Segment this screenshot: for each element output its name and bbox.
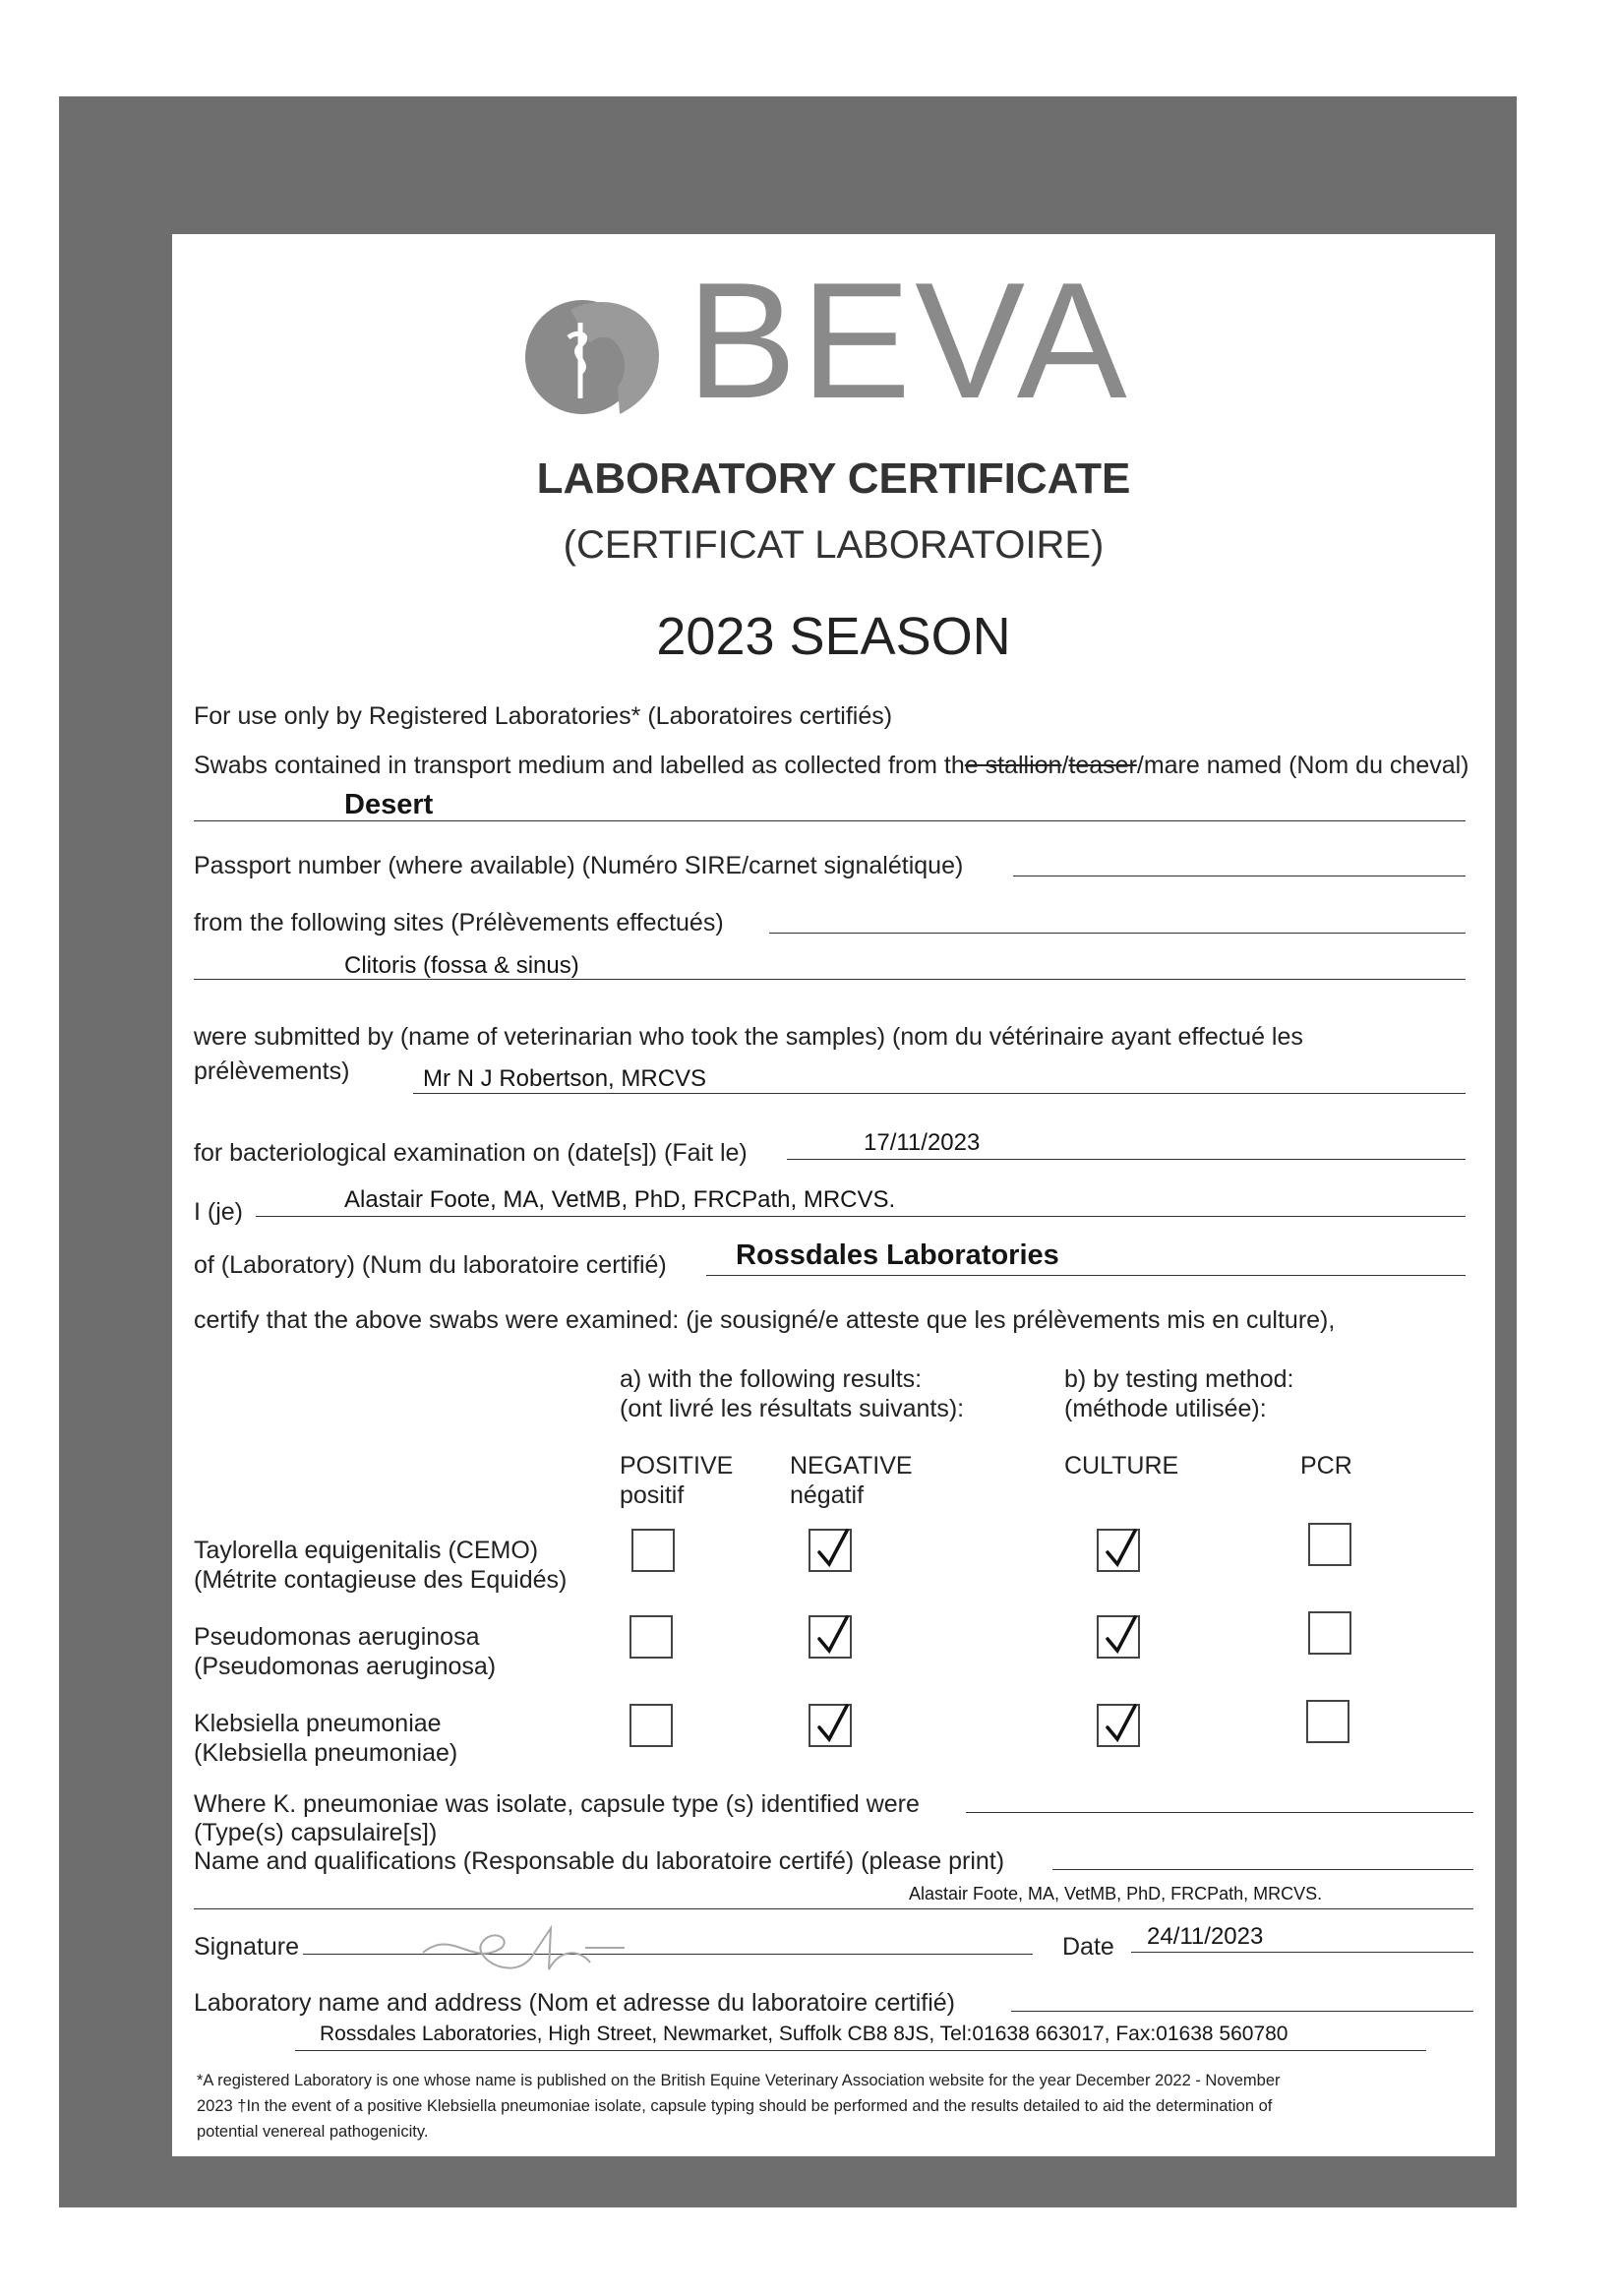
examiner-line [256, 1216, 1466, 1217]
passport-label: Passport number (where available) (Numéro SIRE/carnet signalétique) [194, 852, 964, 879]
season-heading: 2023 SEASON [656, 607, 1011, 666]
check-icon [813, 1527, 853, 1572]
name-quals-line-2 [194, 1908, 1473, 1909]
lab-address-line-2 [295, 2050, 1426, 2051]
checkbox-pcr[interactable] [1308, 1611, 1351, 1655]
col-pcr: PCR [1300, 1452, 1352, 1480]
veterinarian-line [413, 1093, 1466, 1094]
results-header-b-2: (méthode utilisée): [1064, 1395, 1267, 1422]
name-quals-label: Name and qualifications (Responsable du laboratoire certifé) (please print) [194, 1847, 1005, 1875]
exam-date-line [787, 1159, 1466, 1160]
checkbox-culture[interactable] [1097, 1529, 1140, 1572]
lab-address-value[interactable]: Rossdales Laboratories, High Street, Newmarket, Suffolk CB8 8JS, Tel:01638 663017, Fax:01638 560780 [320, 2023, 1288, 2045]
intro-text: For use only by Registered Laboratories* (Laboratoires certifiés) [194, 702, 893, 730]
result-row-3-name: Klebsiella pneumoniae [194, 1710, 442, 1737]
name-quals-value[interactable]: Alastair Foote, MA, VetMB, PhD, FRCPath, MRCVS. [909, 1884, 1323, 1903]
sites-line-2 [194, 979, 1466, 980]
sites-value[interactable]: Clitoris (fossa & sinus) [344, 952, 579, 979]
date-value[interactable]: 24/11/2023 [1147, 1923, 1264, 1950]
col-positive: POSITIVE [620, 1452, 734, 1480]
col-negative: NEGATIVE [790, 1452, 913, 1480]
checkbox-negative[interactable] [809, 1615, 852, 1659]
check-icon [1102, 1527, 1141, 1572]
swabs-label-slash: / [1061, 752, 1069, 779]
footnote-line-2: 2023 †In the event of a positive Klebsiella pneumoniae isolate, capsule typing should be performed and the results detailed to aid the determination of [197, 2097, 1273, 2115]
sites-label: from the following sites (Prélèvements effectués) [194, 909, 724, 937]
capsule-label-1: Where K. pneumoniae was isolate, capsule type (s) identified were [194, 1790, 920, 1818]
col-positive-fr: positif [620, 1481, 685, 1509]
lab-address-label: Laboratory name and address (Nom et adresse du laboratoire certifié) [194, 1989, 956, 2017]
swabs-label-strike-stallion: e stallion [964, 752, 1062, 779]
capsule-line [966, 1812, 1473, 1813]
sites-line-1 [769, 933, 1466, 934]
swabs-label-post: /mare named (Nom du cheval) [1136, 752, 1469, 779]
name-quals-line-1 [1052, 1869, 1473, 1870]
swabs-label [194, 752, 1469, 780]
date-line [1131, 1952, 1473, 1953]
horse-head-icon [521, 278, 669, 426]
beva-logo [521, 248, 1170, 433]
checkbox-positive[interactable] [629, 1615, 673, 1659]
checkbox-pcr[interactable] [1308, 1523, 1351, 1566]
swabs-label-pre: Swabs contained in transport medium and labelled as collected from th [194, 752, 965, 779]
page-subtitle: (CERTIFICAT LABORATOIRE) [563, 523, 1105, 567]
results-header-a-1: a) with the following results: [620, 1365, 923, 1393]
check-icon [813, 1613, 853, 1659]
exam-date-label: for bacteriological examination on (date[s]) (Fait le) [194, 1139, 748, 1167]
veterinarian-value[interactable]: Mr N J Robertson, MRCVS [423, 1065, 707, 1092]
laboratory-label: of (Laboratory) (Num du laboratoire certifié) [194, 1251, 667, 1279]
logo-text: BEVA [687, 248, 1131, 433]
swabs-label-strike-teaser: teaser [1068, 752, 1137, 779]
signature-label: Signature [194, 1933, 300, 1961]
checkbox-negative[interactable] [809, 1529, 852, 1572]
results-header-a-2: (ont livré les résultats suivants): [620, 1395, 965, 1422]
submitted-label-1: were submitted by (name of veterinarian who took the samples) (nom du vétérinaire ayant effectué les [194, 1023, 1303, 1051]
checkbox-negative[interactable] [809, 1704, 852, 1747]
exam-date-value[interactable]: 17/11/2023 [864, 1129, 981, 1156]
submitted-label-2: prélèvements) [194, 1057, 350, 1085]
result-row-3-name-fr: (Klebsiella pneumoniae) [194, 1739, 458, 1767]
checkbox-positive[interactable] [631, 1529, 675, 1572]
checkbox-culture[interactable] [1097, 1615, 1140, 1659]
results-header-b-1: b) by testing method: [1064, 1365, 1294, 1393]
col-culture: CULTURE [1064, 1452, 1179, 1480]
check-icon [1102, 1702, 1141, 1747]
result-row-2-name-fr: (Pseudomonas aeruginosa) [194, 1653, 497, 1680]
capsule-label-2: (Type(s) capsulaire[s]) [194, 1819, 438, 1846]
lab-address-line-1 [1011, 2011, 1473, 2012]
certify-statement: certify that the above swabs were examined: (je sousigné/e atteste que les prélèvements mis en culture), [194, 1306, 1336, 1334]
checkbox-pcr[interactable] [1306, 1700, 1349, 1743]
checkbox-positive[interactable] [629, 1704, 673, 1747]
result-row-1-name: Taylorella equigenitalis (CEMO) [194, 1537, 539, 1564]
footnote-line-1: *A registered Laboratory is one whose name is published on the British Equine Veterinary Association website for the year December 2022 - November [197, 2072, 1281, 2089]
check-icon [813, 1702, 853, 1747]
horse-name-value[interactable]: Desert [344, 789, 434, 820]
result-row-2-name: Pseudomonas aeruginosa [194, 1623, 480, 1651]
footnote-line-3: potential venereal pathogenicity. [197, 2123, 429, 2141]
examiner-label: I (je) [194, 1198, 243, 1226]
col-negative-fr: négatif [790, 1481, 865, 1509]
horse-name-line [194, 820, 1466, 821]
date-label: Date [1062, 1933, 1114, 1961]
checkbox-culture[interactable] [1097, 1704, 1140, 1747]
laboratory-value[interactable]: Rossdales Laboratories [736, 1239, 1059, 1271]
check-icon [1102, 1613, 1141, 1659]
page-title: LABORATORY CERTIFICATE [536, 454, 1131, 503]
result-row-1-name-fr: (Métrite contagieuse des Equidés) [194, 1566, 568, 1594]
signature-scribble[interactable] [413, 1908, 669, 1987]
examiner-value[interactable]: Alastair Foote, MA, VetMB, PhD, FRCPath, MRCVS. [344, 1186, 896, 1213]
laboratory-line [706, 1275, 1466, 1276]
